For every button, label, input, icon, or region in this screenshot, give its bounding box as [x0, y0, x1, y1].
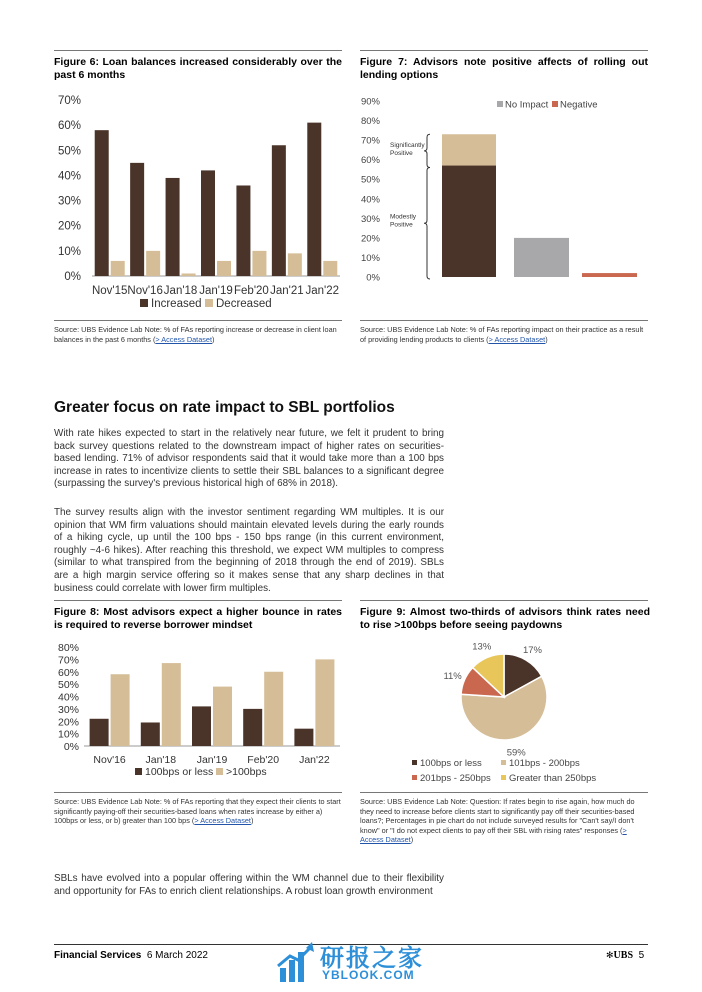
fig8-ytick: 20% — [57, 716, 79, 729]
section-paragraph-1: With rate hikes expected to start in the relatively near future, we felt it prudent to bring back survey questions related to the downstream impact of higher rates on securities-based lending. 71% of advisor respondents said that it would take more than a 100 bps increase in rates to incentivize clients to settle their SBL balances to a significant degree (surpassing the survey's previous historical high of 68% in 2018). — [54, 428, 444, 490]
fig6-xtick: Jan'18 — [163, 285, 198, 297]
fig8-top-rule — [54, 600, 342, 601]
fig9-legend-swatch — [501, 775, 506, 780]
fig8-bar-over-100bps — [111, 674, 130, 746]
fig6-legend-swatch-decreased — [205, 299, 213, 307]
fig9-source-end: ) — [410, 835, 414, 844]
fig8-ytick: 40% — [57, 691, 79, 704]
fig9-source-text: Source: UBS Evidence Lab Note: Question: If rates begin to rise again, how much do they need to increase before clients start to significantly pay off their securities-based loans?; Percentages in pie chart do not include surveyed results for "Can't say/I don't know" or "I do not expect clients to pay off their SBL with rising rates" responses ( — [360, 797, 635, 835]
fig8-source-text: Source: UBS Evidence Lab Note: % of FAs reporting that they expect their clients to start significantly paying-off their securities-based loans when rates increase by either a) 100bps or less, or b) greater than 100 bps ( — [54, 797, 341, 825]
fig8-bar-over-100bps — [162, 663, 181, 746]
fig7-bottom-rule — [360, 320, 648, 321]
fig8-ytick: 0% — [63, 741, 79, 753]
fig6-source — [54, 325, 344, 344]
watermark-en: YBLOOK.COM — [322, 968, 415, 982]
fig6-bar-decreased — [146, 251, 160, 276]
ubs-logo: UBS — [613, 950, 633, 961]
fig6-bar-increased — [201, 170, 215, 276]
fig7-annot-significant-1: Significantly — [390, 141, 425, 149]
fig9-legend-item: 101bps - 200bps — [509, 758, 580, 769]
fig8-bar-100bps-or-less — [192, 706, 211, 746]
fig7-bar-no-impact — [514, 238, 569, 277]
fig9-legend-swatch — [412, 775, 417, 780]
fig6-ytick: 60% — [57, 120, 81, 133]
fig6-xtick: Jan'22 — [305, 285, 340, 297]
fig6-xtick: Nov'15 — [91, 285, 128, 297]
fig6-source-text: Source: UBS Evidence Lab Note: % of FAs reporting increase or decrease in client loan balances in the past 6 months ( — [54, 325, 337, 344]
fig7-ytick: 90% — [360, 96, 380, 108]
fig9-slice-label: 59% — [506, 747, 526, 759]
fig6-bar-decreased — [323, 261, 337, 276]
fig8-legend-swatch-over-100bps — [216, 768, 223, 775]
fig8-ytick: 30% — [57, 703, 79, 716]
fig7-dataset-link[interactable]: > Access Dataset — [488, 334, 546, 344]
fig9-legend-item: 100bps or less — [420, 758, 482, 769]
fig7-source — [360, 325, 650, 344]
fig7-legend-swatch-negative — [552, 101, 558, 107]
footer-right — [606, 950, 644, 961]
fig8-source — [54, 797, 344, 826]
fig6-bar-decreased — [217, 261, 231, 276]
footer-left — [54, 950, 208, 961]
fig8-legend-100bps-or-less: 100bps or less — [145, 766, 214, 778]
watermark-cn: 研报之家 — [320, 944, 424, 972]
fig6-ytick: 20% — [57, 220, 81, 233]
fig8-bar-100bps-or-less — [294, 729, 313, 746]
fig7-chart — [358, 90, 650, 320]
fig9-title: Figure 9: Almost two-thirds of advisors think rates need to rise >100bps before seeing paydowns — [360, 606, 650, 631]
fig6-bar-increased — [95, 130, 109, 276]
fig6-ytick: 70% — [57, 95, 81, 107]
fig8-xtick: Nov'16 — [93, 754, 126, 766]
fig6-source-end: ) — [212, 334, 215, 344]
fig9-chart — [358, 640, 650, 790]
fig6-bar-increased — [236, 185, 250, 276]
fig8-xtick: Feb'20 — [247, 754, 280, 766]
fig7-ytick: 60% — [360, 155, 380, 167]
fig7-brace-significant — [424, 134, 430, 167]
fig8-ytick: 60% — [57, 666, 79, 679]
watermark-logo-icon — [276, 942, 316, 986]
fig7-ytick: 10% — [360, 252, 380, 264]
fig6-xtick: Nov'16 — [127, 285, 163, 297]
fig6-legend-decreased: Decreased — [216, 298, 272, 310]
fig7-bar-modestly-positive — [442, 166, 496, 277]
fig7-ytick: 20% — [360, 233, 380, 245]
fig6-legend-swatch-increased — [140, 299, 148, 307]
fig7-ytick: 0% — [366, 272, 380, 284]
fig8-title: Figure 8: Most advisors expect a higher bounce in rates is required to reverse borrower mindset — [54, 606, 342, 631]
fig7-source-end: ) — [545, 334, 548, 344]
fig8-xtick: Jan'18 — [145, 754, 177, 766]
fig7-annot-significant-2: Positive — [390, 149, 413, 157]
fig6-ytick: 40% — [57, 170, 81, 183]
fig6-ytick: 50% — [57, 145, 81, 158]
bottom-paragraph: SBLs have evolved into a popular offering within the WM channel due to their flexibility and opportunity for FAs to enrich client relationships. A robust loan growth environment — [54, 873, 444, 897]
fig6-legend-increased: Increased — [151, 298, 202, 310]
fig6-xtick: Jan'21 — [270, 285, 304, 297]
fig9-legend-item: 201bps - 250bps — [420, 773, 491, 784]
fig8-legend-swatch-100bps-or-less — [135, 768, 142, 775]
fig9-legend-swatch — [501, 760, 506, 765]
fig7-annot-modest-2: Positive — [390, 221, 413, 229]
fig6-ytick: 30% — [57, 195, 81, 208]
fig8-ytick: 50% — [57, 679, 79, 692]
page-number: 5 — [638, 950, 645, 961]
fig7-source-text: Source: UBS Evidence Lab Note: % of FAs reporting impact on their practice as a result of providing lending products to clients ( — [360, 325, 644, 344]
footer-date: 6 March 2022 — [146, 950, 208, 961]
fig9-source — [360, 797, 650, 845]
fig8-legend-over-100bps: >100bps — [226, 766, 267, 778]
fig6-xtick: Feb'20 — [234, 285, 269, 297]
fig9-dataset-link[interactable]: > Access Dataset — [360, 825, 627, 844]
fig6-bottom-rule — [54, 320, 342, 321]
section-paragraph-2: The survey results align with the investor sentiment regarding WM multiples. It is our opinion that WM firm valuations should maintain elevated levels during the early rounds of a hiking cycle, up until the 100 bps - 150 bps range (in this current environment, roughly ~4-6 hikes). After reaching this threshold, we expect WM multiples to compress (similar to what transpired from the beginning of 2018 through the end of 2019). SBLs are a high margin service offering so it makes sense that any sharp declines in that business could correlate with lower firm multiples. — [54, 507, 444, 594]
fig7-ytick: 40% — [360, 194, 380, 206]
fig6-chart — [54, 90, 344, 320]
fig8-xtick: Jan'19 — [196, 754, 228, 766]
fig6-ytick: 0% — [64, 271, 81, 283]
fig6-bar-increased — [307, 123, 321, 276]
fig6-bar-decreased — [182, 273, 196, 276]
fig8-bar-100bps-or-less — [243, 709, 262, 746]
fig7-ytick: 50% — [360, 174, 380, 186]
fig9-legend-swatch — [412, 760, 417, 765]
fig7-annot-modest-1: Modestly — [390, 213, 417, 221]
fig8-bar-100bps-or-less — [141, 722, 160, 746]
fig7-top-rule — [360, 50, 648, 51]
fig6-title: Figure 6: Loan balances increased considerably over the past 6 months — [54, 56, 342, 81]
fig7-title: Figure 7: Advisors note positive affects of rolling out lending options — [360, 56, 648, 81]
fig9-legend-item: Greater than 250bps — [509, 773, 597, 784]
fig8-ytick: 80% — [57, 642, 79, 654]
fig8-bottom-rule — [54, 792, 342, 793]
fig6-bar-increased — [130, 163, 144, 276]
fig9-slice-label: 17% — [522, 644, 543, 656]
footer-section: Financial Services — [54, 950, 142, 961]
fig7-ytick: 30% — [360, 213, 380, 225]
fig8-xtick: Jan'22 — [299, 754, 330, 766]
fig9-top-rule — [360, 600, 648, 601]
fig7-legend-swatch-no-impact — [497, 101, 503, 107]
fig8-bar-over-100bps — [264, 672, 283, 746]
ubs-keys-icon: ✻ — [606, 950, 614, 960]
fig7-bar-negative — [582, 273, 637, 277]
fig9-slice-label: 13% — [472, 641, 492, 653]
fig8-chart — [54, 640, 344, 785]
fig6-bar-increased — [272, 145, 286, 276]
fig7-bar-significantly-positive — [442, 134, 496, 165]
fig6-ytick: 10% — [57, 245, 81, 258]
fig8-ytick: 70% — [57, 654, 79, 667]
fig8-dataset-link[interactable]: > Access Dataset — [194, 816, 251, 825]
fig6-top-rule — [54, 50, 342, 51]
section-heading: Greater focus on rate impact to SBL portfolios — [54, 399, 395, 416]
fig9-bottom-rule — [360, 792, 648, 793]
fig8-bar-over-100bps — [315, 659, 334, 746]
fig8-source-end: ) — [250, 816, 254, 825]
fig6-bar-decreased — [252, 251, 266, 276]
fig6-xtick: Jan'19 — [199, 285, 233, 297]
fig6-bar-increased — [166, 178, 180, 276]
fig8-ytick: 10% — [57, 728, 79, 741]
fig9-slice-label: 11% — [443, 670, 462, 682]
fig7-ytick: 70% — [360, 135, 380, 147]
fig6-dataset-link[interactable]: > Access Dataset — [155, 334, 212, 344]
fig7-legend-negative: Negative — [560, 99, 598, 111]
fig8-bar-100bps-or-less — [90, 719, 109, 746]
fig6-bar-decreased — [288, 253, 302, 276]
fig6-bar-decreased — [111, 261, 125, 276]
fig7-legend-no-impact: No Impact — [505, 99, 549, 111]
fig7-brace-modest — [424, 168, 430, 279]
fig7-ytick: 80% — [360, 116, 380, 128]
fig8-bar-over-100bps — [213, 687, 232, 746]
